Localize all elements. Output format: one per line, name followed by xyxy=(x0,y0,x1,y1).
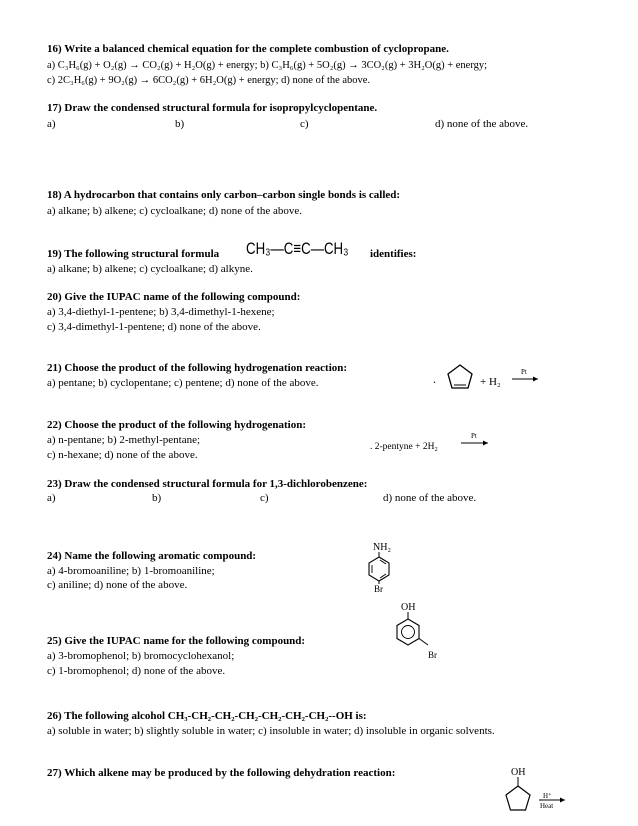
q25-options-line1: a) 3-bromophenol; b) bromocyclohexanol; xyxy=(47,650,235,662)
q24-options-line2: c) aniline; d) none of the above. xyxy=(47,579,188,591)
q22-options-line2: c) n-hexane; d) none of the above. xyxy=(47,449,198,461)
q23-option-b: b) xyxy=(152,492,162,504)
q21-options: a) pentane; b) cyclopentane; c) pentene; d) none of the above. xyxy=(47,377,319,389)
q21-reaction-dot: . xyxy=(433,372,436,386)
q21-reaction-diagram xyxy=(430,360,550,394)
benzene-ring xyxy=(397,619,419,645)
q20-options-line1: a) 3,4-diethyl-1-pentene; b) 3,4-dimethyl-1-hexene; xyxy=(47,306,275,318)
q19-question-end: identifies: xyxy=(370,248,417,260)
q27-top-group: OH xyxy=(511,767,526,778)
q24-options-line1: a) 4-bromoaniline; b) 1-bromoaniline; xyxy=(47,565,215,577)
q17-option-a: a) xyxy=(47,118,56,130)
q24-question: 24) Name the following aromatic compound: xyxy=(47,550,257,562)
q22-options-line1: a) n-pentane; b) 2-methyl-pentane; xyxy=(47,434,201,446)
q16-question: 16) Write a balanced chemical equation for the complete combustion of cyclopropane. xyxy=(47,43,449,55)
q24-bromoaniline-structure xyxy=(355,538,405,594)
q26-question: 26) The following alcohol CH₃-CH₂-CH₂-CH₂-CH₂-CH₂-CH₂--OH is: xyxy=(47,710,367,722)
q25-top-group: OH xyxy=(401,602,416,613)
q20-question: 20) Give the IUPAC name of the following compound: xyxy=(47,291,301,303)
reaction-arrowhead xyxy=(533,377,538,382)
q21-catalyst: Pt xyxy=(521,368,527,376)
q19-structural-formula: CH₃—C≡C—CH₃ xyxy=(246,239,349,258)
reaction-arrowhead xyxy=(560,798,565,803)
q23-question: 23) Draw the condensed structural formula for 1,3-dichlorobenzene: xyxy=(47,478,368,490)
q17-question: 17) Draw the condensed structural formula for isopropylcyclopentane. xyxy=(47,102,378,114)
q18-question: 18) A hydrocarbon that contains only carbon–carbon single bonds is called: xyxy=(47,189,401,201)
q17-option-c: c) xyxy=(300,118,309,130)
q27-question: 27) Which alkene may be produced by the following dehydration reaction: xyxy=(47,767,396,779)
q22-catalyst: Pt xyxy=(471,432,477,440)
q16-options-line1: a) C₃H₆(g) + O₂(g) → CO₂(g) + H₂O(g) + energy; b) C₃H₆(g) + 5O₂(g) → 3CO₂(g) + 3H₂O(g) + energy; xyxy=(47,60,488,71)
q20-options-line2: c) 3,4-dimethyl-1-pentene; d) none of the above. xyxy=(47,321,261,333)
q25-bromophenol-structure xyxy=(380,598,450,688)
bond-line xyxy=(419,639,428,646)
q17-option-b: b) xyxy=(175,118,185,130)
q25-question: 25) Give the IUPAC name for the following compound: xyxy=(47,635,306,647)
q22-question: 22) Choose the product of the following hydrogenation: xyxy=(47,419,307,431)
q19-question: 19) The following structural formula xyxy=(47,248,220,260)
cyclopentane-ring xyxy=(506,786,530,810)
q22-reaction-diagram xyxy=(368,430,493,454)
q25-side-group: Br xyxy=(428,650,437,660)
aromatic-circle xyxy=(402,626,415,639)
q18-options: a) alkane; b) alkene; c) cycloalkane; d) none of the above. xyxy=(47,205,303,217)
reaction-arrowhead xyxy=(483,441,488,446)
q17-option-d: d) none of the above. xyxy=(435,118,529,130)
q27-catalyst-bottom: Heat xyxy=(540,802,554,810)
q25-options-line2: c) 1-bromophenol; d) none of the above. xyxy=(47,665,226,677)
q23-option-a: a) xyxy=(47,492,56,504)
q22-reaction: . 2-pentyne + 2H₂ xyxy=(370,442,438,452)
q16-options-line2: c) 2C₃H₆(g) + 9O₂(g) → 6CO₂(g) + 6H₂O(g) + energy; d) none of the above. xyxy=(47,75,371,86)
q21-reagent: + H₂ xyxy=(480,376,501,388)
q27-catalyst-top: H⁺ xyxy=(543,792,552,800)
q24-bottom-group: Br xyxy=(374,584,383,594)
q24-top-group: NH₂ xyxy=(373,542,391,553)
q23-option-c: c) xyxy=(260,492,269,504)
q19-options: a) alkane; b) alkene; c) cycloalkane; d) alkyne. xyxy=(47,263,253,275)
q23-option-d: d) none of the above. xyxy=(383,492,477,504)
q21-question: 21) Choose the product of the following hydrogenation reaction: xyxy=(47,362,348,374)
q27-cyclopentanol-reaction xyxy=(495,764,575,824)
q26-options: a) soluble in water; b) slightly soluble in water; c) insoluble in water; d) insoluble in organic solvents. xyxy=(47,725,495,737)
